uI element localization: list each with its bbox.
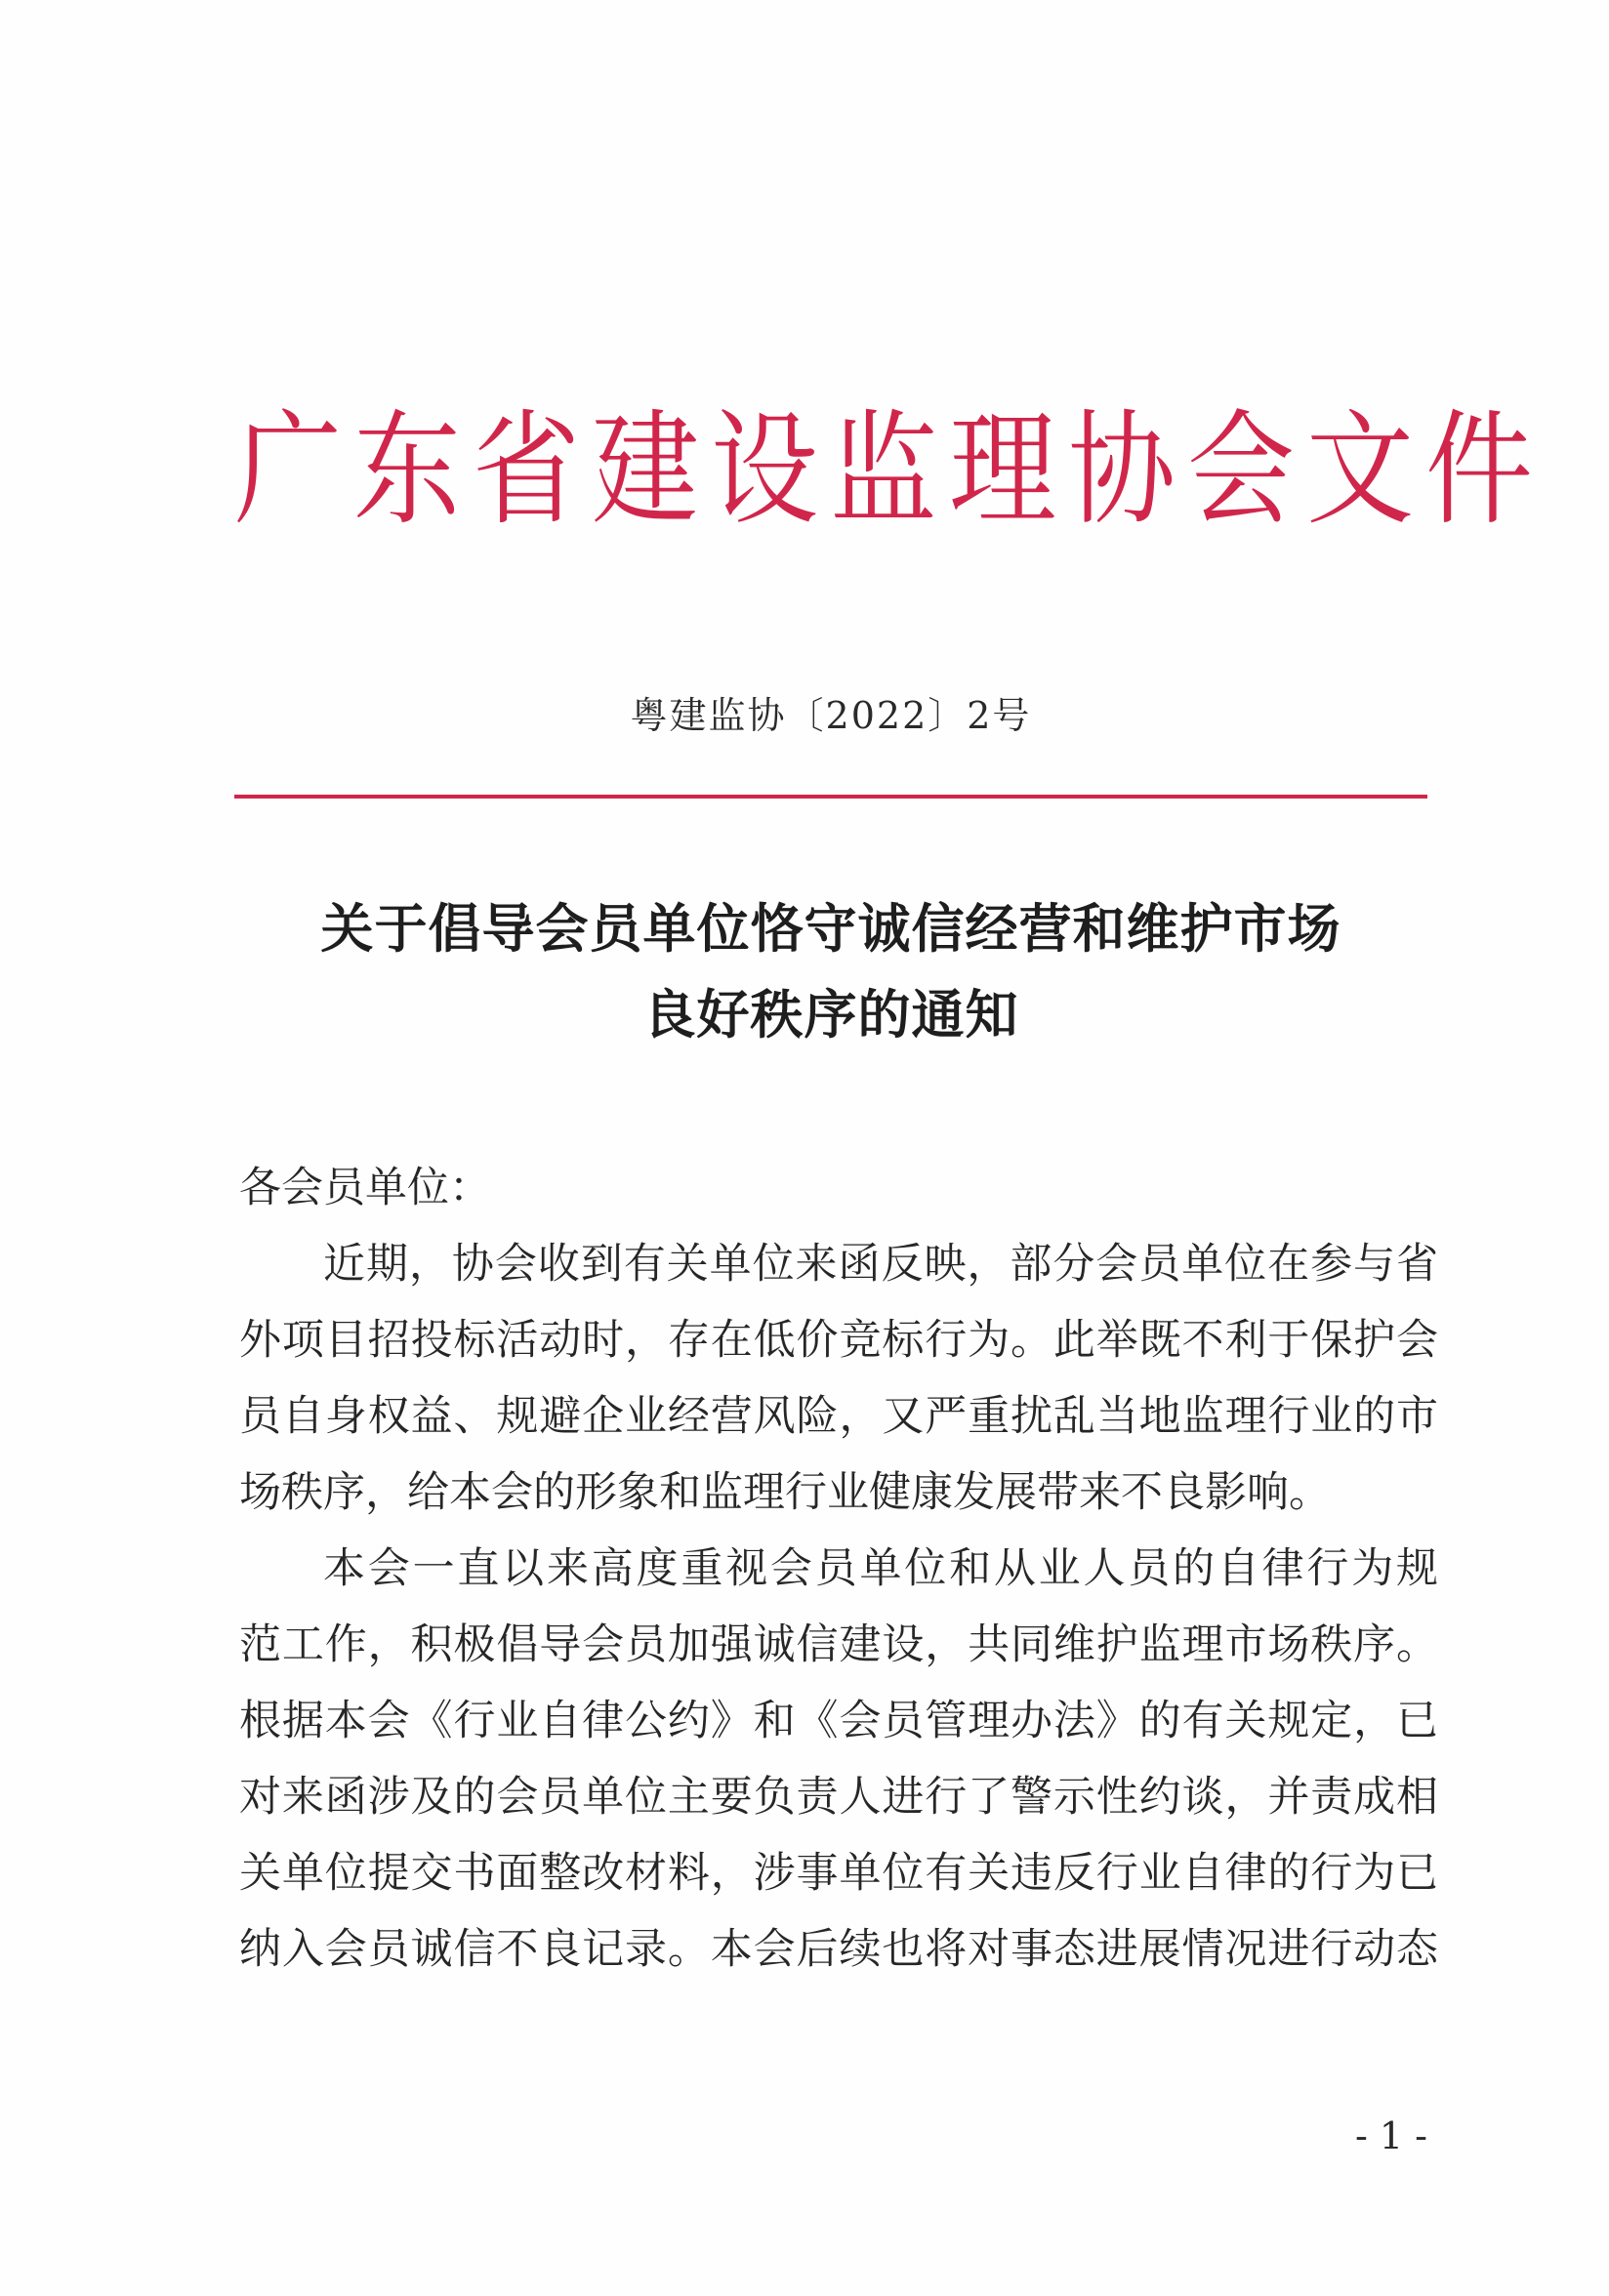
paragraph-1-line: 近期，协会收到有关单位来函反映，部分会员单位在参与省 (323, 1240, 1438, 1289)
paragraph-1 (239, 1226, 1438, 1531)
notice-title-line-2: 良好秩序的通知 (642, 984, 1019, 1046)
paragraph-2-line: 本会一直以来高度重视会员单位和从业人员的自律行为规 (323, 1544, 1438, 1593)
paragraph-2 (239, 1531, 1438, 1988)
paragraph-1-line: 外项目招投标活动时，存在低价竞标行为。此举既不利于保护会 (239, 1316, 1438, 1365)
paragraph-2-line: 对来函涉及的会员单位主要负责人进行了警示性约谈，并责成相 (239, 1773, 1438, 1822)
notice-title-line-1: 关于倡导会员单位恪守诚信经营和维护市场 (320, 898, 1341, 960)
paragraph-1-line: 员自身权益、规避企业经营风险，又严重扰乱当地监理行业的市 (239, 1392, 1438, 1441)
masthead-title: 广东省建设监理协会文件 (234, 397, 1545, 542)
paragraph-2-line: 关单位提交书面整改材料，涉事单位有关违反行业自律的行为已 (239, 1849, 1438, 1898)
salutation: 各会员单位： (239, 1164, 491, 1212)
notice-body (239, 1150, 1438, 1988)
page-number: - 1 - (1354, 2114, 1427, 2157)
paragraph-2-line: 根据本会《行业自律公约》和《会员管理办法》的有关规定，已 (239, 1697, 1438, 1745)
paragraph-2-line: 纳入会员诚信不良记录。本会后续也将对事态进展情况进行动态 (239, 1925, 1438, 1974)
notice-title (234, 886, 1427, 1058)
paragraph-2-line: 范工作，积极倡导会员加强诚信建设，共同维护监理市场秩序。 (239, 1620, 1438, 1669)
red-divider-line (234, 795, 1427, 799)
document-number: 粤建监协〔2022〕2号 (630, 694, 1032, 737)
paragraph-1-line: 场秩序，给本会的形象和监理行业健康发展带来不良影响。 (239, 1468, 1331, 1517)
